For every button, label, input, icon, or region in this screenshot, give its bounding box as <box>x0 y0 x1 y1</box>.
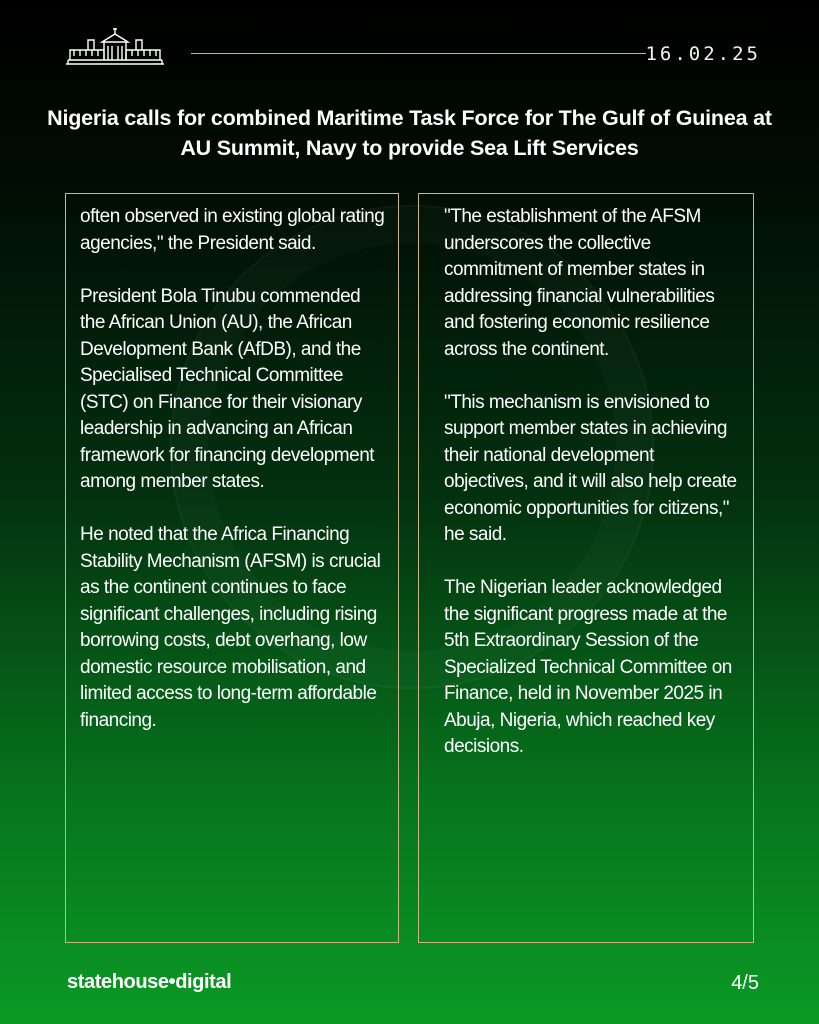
headline: Nigeria calls for combined Maritime Task Force for The Gulf of Guinea at AU Summit, Navy to provide Sea Lift Services <box>47 106 772 160</box>
right-paragraph-3: The Nigerian leader acknowledged the significant progress made at the 5th Extraordinary Session of the Specialized Technical Committee on Finance, held in November 2025 in Abuja, Nigeria, which reached key decisions. <box>444 577 732 757</box>
publish-date: 16.02.25 <box>645 43 761 65</box>
left-paragraph-1: often observed in existing global rating agencies," the President said. <box>80 206 385 254</box>
right-paragraph-1: "The establishment of the AFSM underscores the collective commitment of member states in addressing financial vulnerabilities and fostering economic resilience across the continent. <box>444 206 715 360</box>
left-paragraph-2: President Bola Tinubu commended the African Union (AU), the African Development Bank (AfDB), and the Specialised Technical Committee (STC) on Finance for their visionary leadership in advancing an African framework for financing development among member states. <box>80 285 375 492</box>
right-column <box>418 193 754 943</box>
left-column <box>65 193 399 943</box>
right-paragraph-2: "This mechanism is envisioned to support member states in achieving their national development objectives, and it will also help create economic opportunities for citizens," he said. <box>444 391 737 545</box>
left-paragraph-3: He noted that the Africa Financing Stability Mechanism (AFSM) is crucial as the continent continues to face significant challenges, including rising borrowing costs, debt overhang, low domestic resource mobilisation, and limited access to long-term affordable financing. <box>80 524 381 731</box>
brand-name: statehouse•digital <box>67 971 232 993</box>
statehouse-building-icon <box>64 26 166 68</box>
header-divider <box>191 53 646 54</box>
page-indicator: 4/5 <box>731 972 759 994</box>
